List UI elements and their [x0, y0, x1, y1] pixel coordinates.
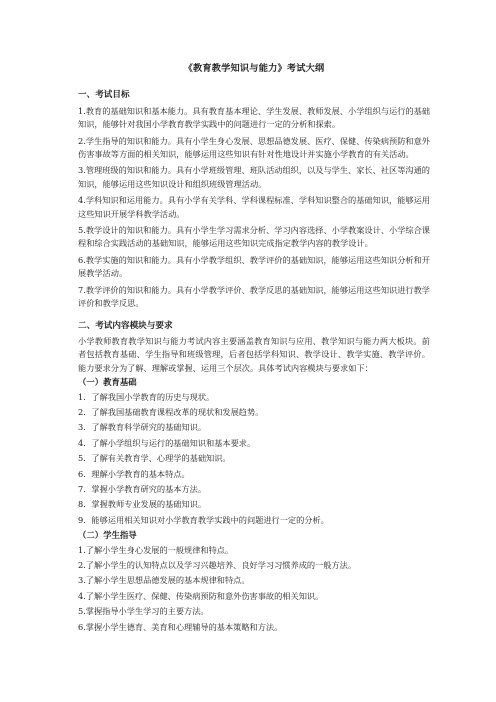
list-item: 6.掌握小学生德育、美育和心理辅导的基本策略和方法。 [78, 621, 283, 632]
list-item: 4．了解小学组织与运行的基础知识和基本要求。 [78, 437, 256, 448]
list-item: 5.掌握指导小学生学习的主要方法。 [78, 606, 209, 617]
content-intro: 小学教师教育教学知识与能力考试内容主要涵盖教育知识与应用、教学知识与能力两大板块。前者包括教育基础、学生指导和班级管理，后者包括学科知识、教学设计、教学实施、教学评价。能力要求分为了解、理解或掌握、运用三个层次。具体考试内容模块与要求如下： [78, 335, 430, 373]
list-item: 1.了解小学生身心发展的一般规律和特点。 [78, 544, 234, 555]
goal-item: 5.教学设计的知识和能力。具有小学生学习需求分析、学习内容选择、小学教案设计、小学综合课程和综合实践活动的基础知识，能够运用这些知识完成指定教学内容的教学设计。 [78, 225, 430, 249]
subsection-heading-education-basics: （一）教育基础 [78, 377, 137, 388]
section-heading-content: 二、考试内容模块与要求 [78, 320, 173, 331]
goal-item: 3.管理班级的知识和能力。具有小学班级管理、班队活动组织，以及与学生、家长、社区等沟通的知识，能够运用这些知识设计和组织班级管理活动。 [78, 165, 430, 189]
list-item: 6．理解小学教育的基本特点。 [78, 468, 190, 479]
list-item: 8．掌握教师专业发展的基础知识。 [78, 499, 207, 510]
list-item: 3．了解教育科学研究的基础知识。 [78, 422, 207, 433]
education-basics-list [78, 391, 430, 528]
list-item: 4.了解小学生医疗、保健、传染病预防和意外伤害事故的相关知识。 [78, 590, 324, 601]
list-item: 9．能够运用相关知识对小学教育教学实践中的问题进行一定的分析。 [78, 514, 329, 525]
goal-item: 1.教育的基础知识和基本能力。具有教育基本理论、学生发展、教师发展、小学组织与运行的基础知识，能够针对我国小学教育教学实践中的问题进行一定的分析和探索。 [78, 105, 430, 130]
list-item: 5．了解有关教育学、心理学的基础知识。 [78, 453, 231, 464]
student-guidance-list [78, 544, 430, 634]
goal-item: 7.教学评价的知识和能力。具有小学教学评价、教学反思的基础知识，能够运用这些知识进行教学评价和教学反思。 [78, 284, 430, 309]
document-title: 《教育教学知识与能力》考试大纲 [183, 63, 325, 74]
section-heading-goals: 一、考试目标 [78, 90, 130, 101]
list-item: 2．了解我国基础教育课程改革的现状和发展趋势。 [78, 406, 264, 417]
goal-item: 4.学科知识和运用能力。具有小学有关学科、学科课程标准、学科知识整合的基础知识，能够运用这些知识开展学科教学活动。 [78, 195, 430, 219]
goals-list [78, 105, 430, 311]
list-item: 2.了解小学生的认知特点以及学习兴趣培养、良好学习习惯养成的一般方法。 [78, 560, 357, 570]
subsection-heading-student-guidance: （二）学生指导 [78, 530, 137, 541]
goal-item: 2.学生指导的知识和能力。具有小学生身心发展、思想品德发展、医疗、保健、传染病预防和意外伤害事故等方面的相关知识，能够运用这些知识有针对性地设计并实施小学教育的有关活动。 [78, 135, 430, 160]
list-item: 3.了解小学生思想品德发展的基本规律和特点。 [78, 575, 250, 586]
goal-item: 6.教学实施的知识和能力。具有小学教学组织、教学评价的基础知识，能够运用这些知识分析和开展教学活动。 [78, 254, 430, 279]
list-item: 7．掌握小学教育研究的基本方法。 [78, 483, 207, 494]
list-item: 1．了解我国小学教育的历史与现状。 [78, 391, 215, 402]
